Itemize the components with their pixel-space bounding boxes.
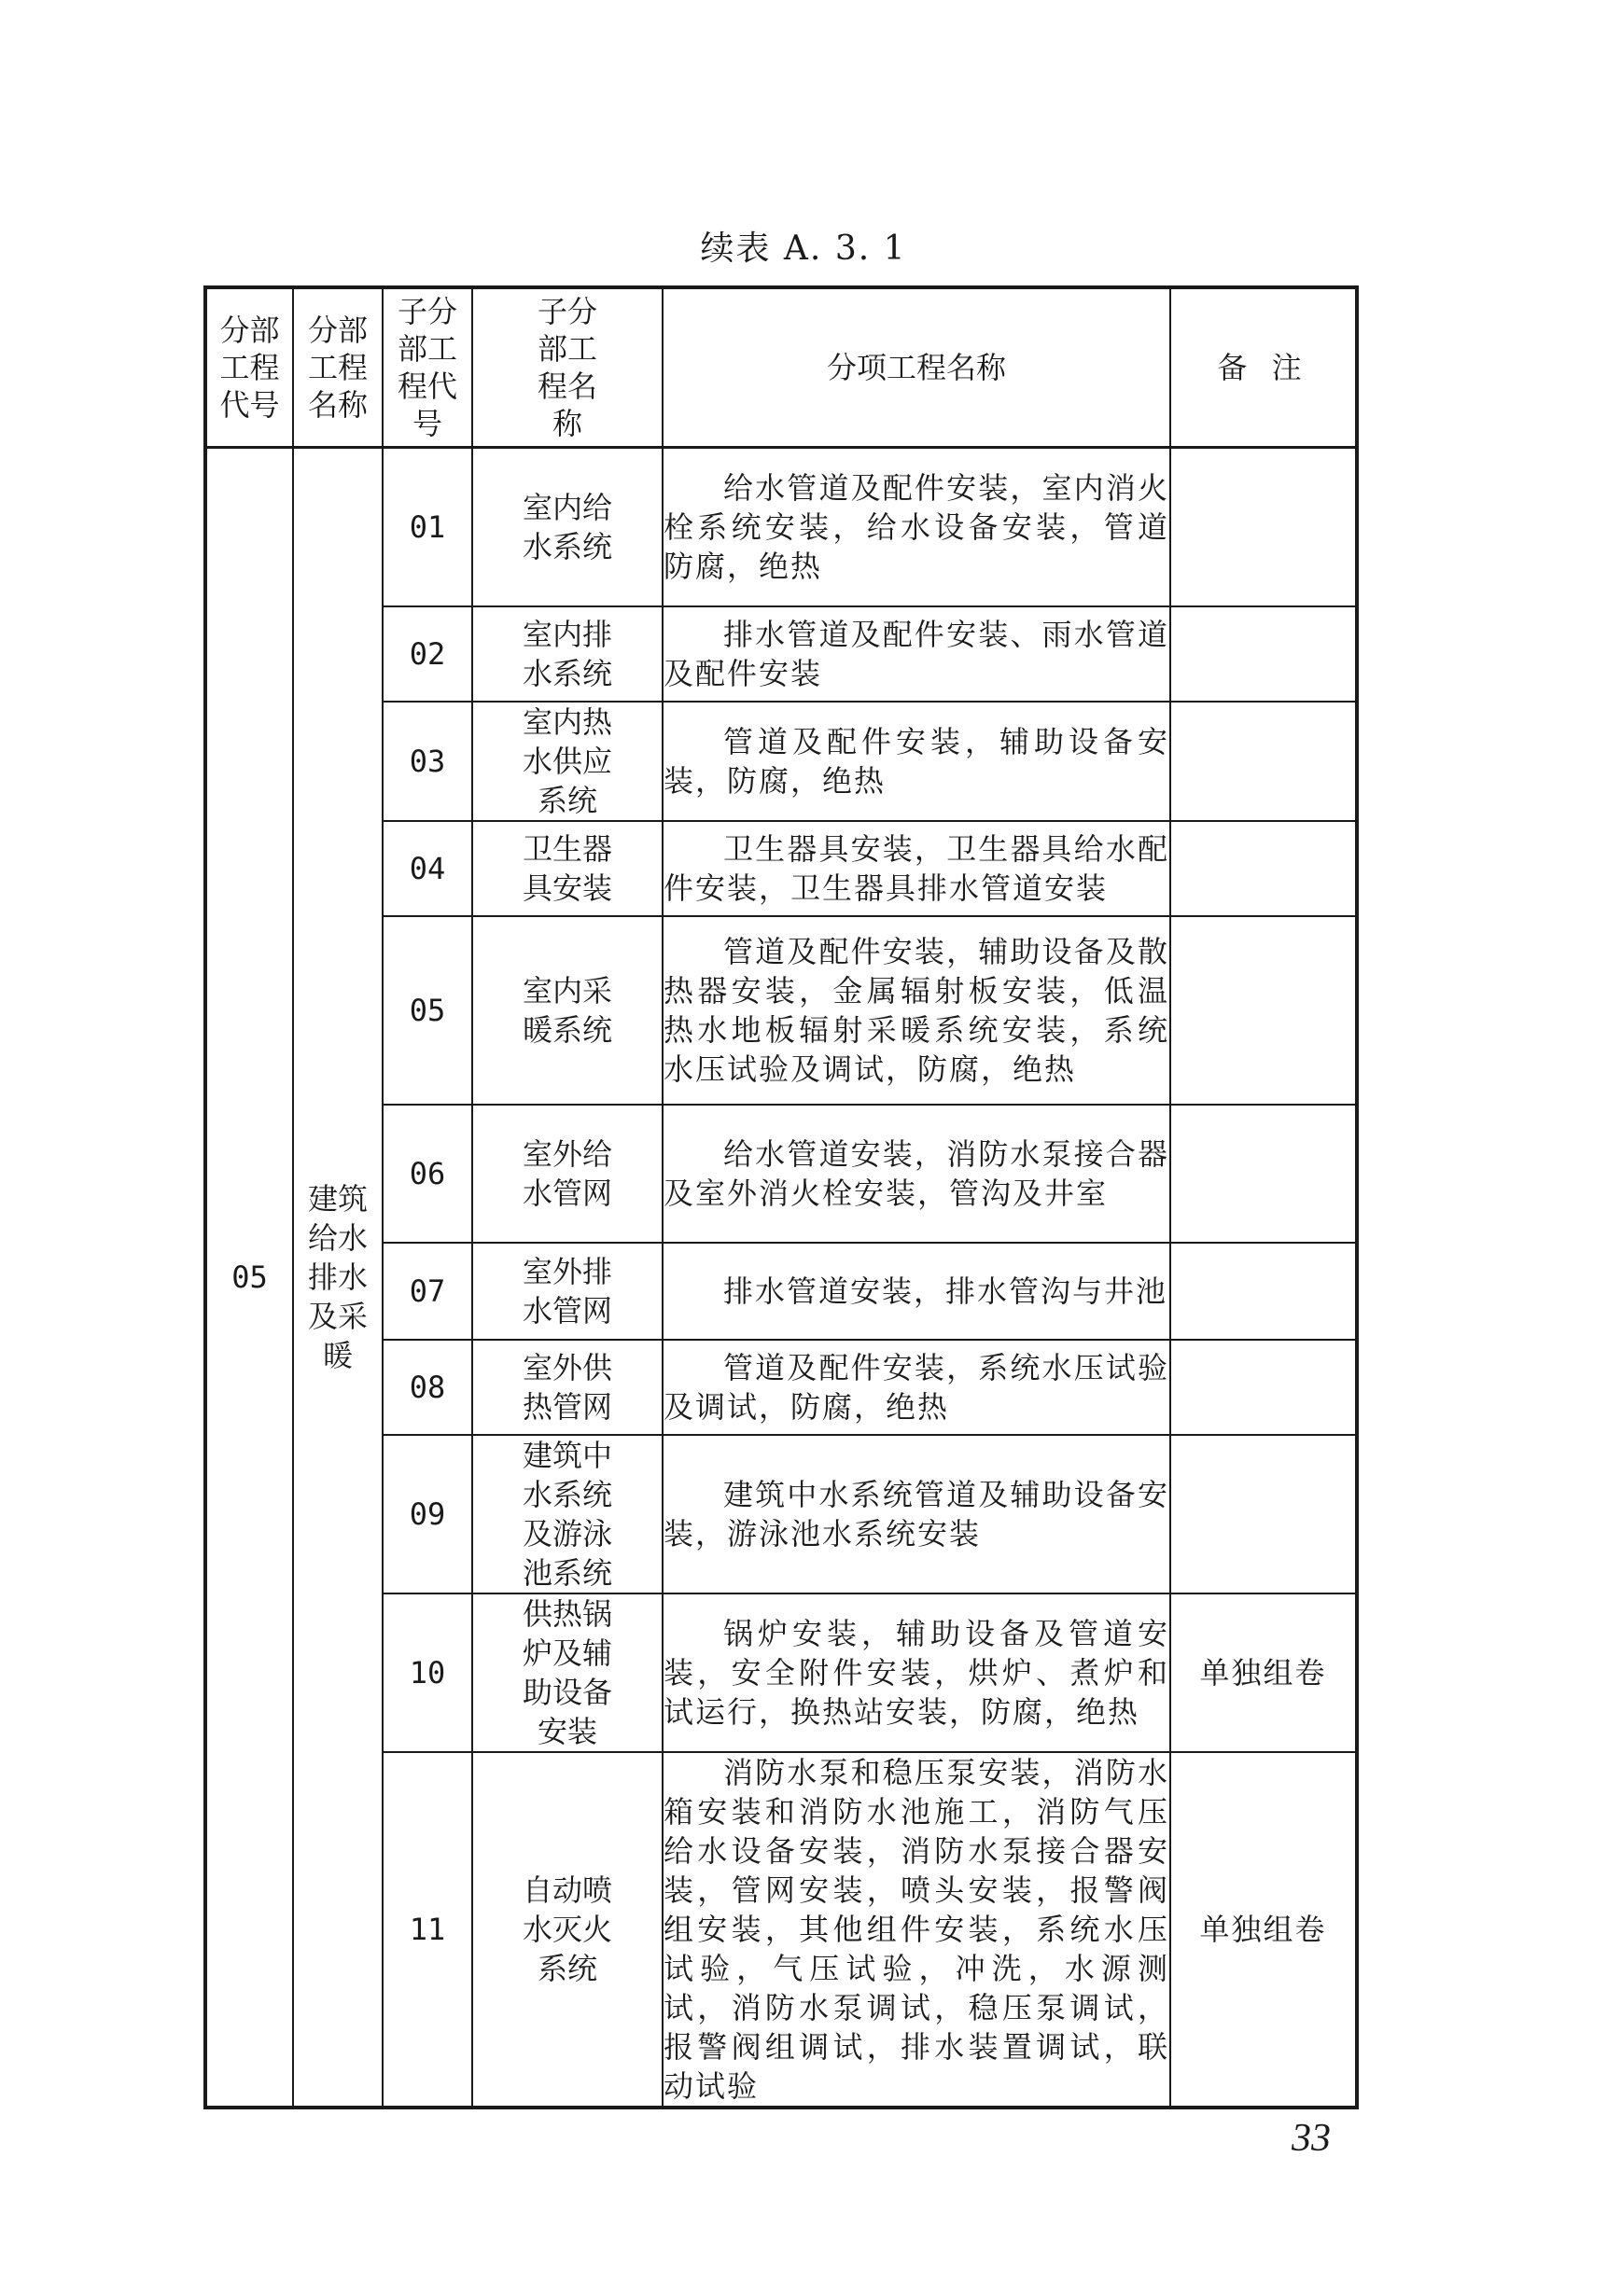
subdivision-name: 供热锅炉及辅助设备安装	[472, 1593, 663, 1752]
header-subdivision-code: 子分部工程代号	[383, 287, 472, 448]
subdivision-code: 03	[383, 702, 472, 821]
subdivision-name: 室外给水管网	[472, 1105, 663, 1243]
remark	[1170, 1435, 1357, 1593]
subdivision-code: 04	[383, 821, 472, 916]
item-names: 给水管道及配件安装，室内消火栓系统安装，给水设备安装，管道防腐，绝热	[663, 448, 1170, 606]
remark	[1170, 606, 1357, 702]
item-names: 给水管道安装，消防水泵接合器及室外消火栓安装，管沟及井室	[663, 1105, 1170, 1243]
header-division-code: 分部工程代号	[205, 287, 293, 448]
remark	[1170, 448, 1357, 606]
subdivision-name: 室外排水管网	[472, 1243, 663, 1340]
header-item-names: 分项工程名称	[663, 287, 1170, 448]
item-names: 排水管道及配件安装、雨水管道及配件安装	[663, 606, 1170, 702]
remark	[1170, 702, 1357, 821]
subdivision-code: 07	[383, 1243, 472, 1340]
subdivision-name: 室外供热管网	[472, 1340, 663, 1435]
item-names: 建筑中水系统管道及辅助设备安装，游泳池水系统安装	[663, 1435, 1170, 1593]
subdivision-code: 06	[383, 1105, 472, 1243]
header-subdivision-name: 子分部工程名称	[472, 287, 663, 448]
subdivision-code: 05	[383, 916, 472, 1105]
item-names: 管道及配件安装，系统水压试验及调试，防腐，绝热	[663, 1340, 1170, 1435]
item-names: 消防水泵和稳压泵安装，消防水箱安装和消防水池施工，消防气压给水设备安装，消防水泵接合器安装，管网安装，喷头安装，报警阀组安装，其他组件安装，系统水压试验，气压试验，冲洗，水源测试，消防水泵调试，稳压泵调试，报警阀组调试，排水装置调试，联动试验	[663, 1752, 1170, 2108]
header-division-name: 分部工程名称	[293, 287, 383, 448]
table-row	[205, 448, 1357, 606]
remark	[1170, 1340, 1357, 1435]
table-title: 续表 A. 3. 1	[700, 230, 907, 268]
subdivision-name: 室内采暖系统	[472, 916, 663, 1105]
subdivision-code: 10	[383, 1593, 472, 1752]
item-names: 管道及配件安装，辅助设备安装，防腐，绝热	[663, 702, 1170, 821]
remark	[1170, 1105, 1357, 1243]
remark	[1170, 821, 1357, 916]
subdivision-name: 建筑中水系统及游泳池系统	[472, 1435, 663, 1593]
remark	[1170, 916, 1357, 1105]
subdivision-table	[203, 285, 1359, 2109]
remark: 单独组卷	[1170, 1593, 1357, 1752]
division-name: 建筑给水排水及采暖	[293, 448, 383, 2108]
subdivision-code: 01	[383, 448, 472, 606]
item-names: 卫生器具安装，卫生器具给水配件安装，卫生器具排水管道安装	[663, 821, 1170, 916]
item-names: 管道及配件安装，辅助设备及散热器安装，金属辐射板安装，低温热水地板辐射采暖系统安装，系统水压试验及调试，防腐，绝热	[663, 916, 1170, 1105]
subdivision-name: 自动喷水灭火系统	[472, 1752, 663, 2108]
division-code: 05	[205, 448, 293, 2108]
subdivision-name: 卫生器具安装	[472, 821, 663, 916]
remark: 单独组卷	[1170, 1752, 1357, 2108]
subdivision-name: 室内排水系统	[472, 606, 663, 702]
item-names: 排水管道安装，排水管沟与井池	[663, 1243, 1170, 1340]
subdivision-code: 09	[383, 1435, 472, 1593]
subdivision-name: 室内热水供应系统	[472, 702, 663, 821]
item-names: 锅炉安装，辅助设备及管道安装，安全附件安装，烘炉、煮炉和试运行，换热站安装，防腐，绝热	[663, 1593, 1170, 1752]
subdivision-code: 11	[383, 1752, 472, 2108]
page-number: 33	[1292, 2117, 1331, 2160]
remark	[1170, 1243, 1357, 1340]
subdivision-code: 08	[383, 1340, 472, 1435]
header-remarks: 备 注	[1170, 287, 1357, 448]
subdivision-code: 02	[383, 606, 472, 702]
header-row	[205, 287, 1357, 448]
subdivision-name: 室内给水系统	[472, 448, 663, 606]
